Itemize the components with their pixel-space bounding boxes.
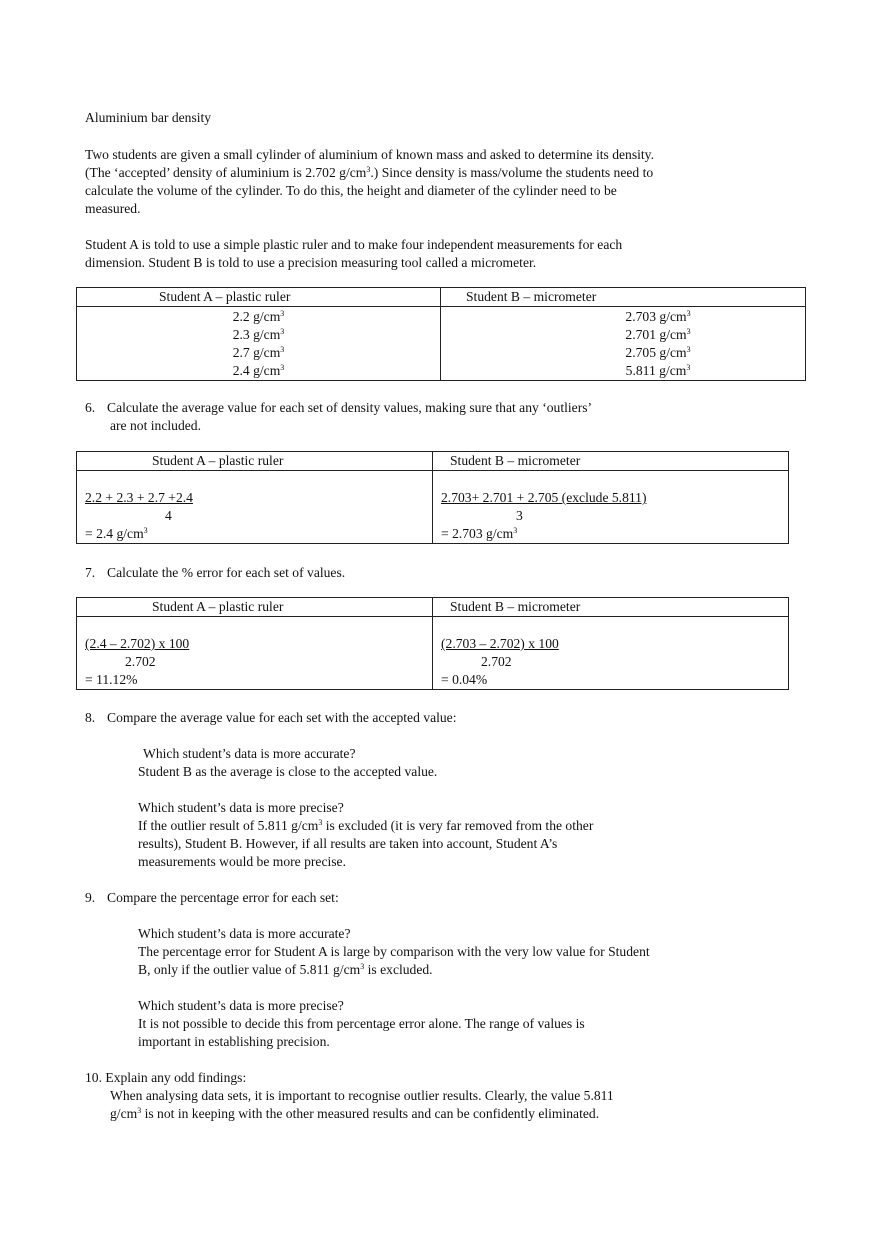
value-cell: 2.3 $g/cm^3$ — [232, 327, 285, 342]
average-table — [76, 451, 789, 544]
table1-header-a: Student A – plastic ruler — [77, 288, 441, 307]
q8-bullet-1: Which student’s data is more accurate? Student B as the average is close to the accepted value. — [138, 746, 438, 779]
question-8: 8. Compare the average value for each set with the accepted value: — [85, 710, 457, 725]
value-cell: 2.4 $g/cm^3$ — [232, 363, 285, 378]
value-cell: 2.703 $g/cm^3$ — [625, 309, 691, 324]
table2-header-a: Student A – plastic ruler — [77, 452, 433, 471]
q8-bullet-2: Which student’s data is more precise? If the outlier result of 5.811 $g/cm^3$ is excluded (it is very far removed from the other results), Student B. However, if all results are taken into account, Student A’s measurements would be more precise. — [138, 800, 594, 869]
table2-calc-a: 2.2 + 2.3 + 2.7 +2.4 4 = 2.4 $g/cm^3$ — [77, 471, 433, 544]
table1-values-b — [441, 307, 806, 381]
value-cell: 2.705 $g/cm^3$ — [625, 345, 691, 360]
question-6: 6. Calculate the average value for each set of density values, making sure that any ‘outliers’ are not included. — [85, 400, 593, 433]
value-cell: 2.701 $g/cm^3$ — [625, 327, 691, 342]
intro-paragraph-1: Two students are given a small cylinder of aluminium of known mass and asked to determine its density. (The ‘accepted’ density of aluminium is 2.702 $g/cm^3$.) Since density is mass/volume the students need to calculate the volume of the cylinder. To do this, the height and diameter of the cylinder need to be measured. — [85, 147, 654, 216]
table3-calc-a: (2.4 – 2.702) x 100 2.702 = 11.12% — [77, 617, 433, 690]
table1-header-b: Student B – micrometer — [441, 288, 806, 307]
table3-calc-b: (2.703 – 2.702) x 100 2.702 = 0.04% — [433, 617, 789, 690]
question-7: 7. Calculate the % error for each set of values. — [85, 565, 346, 580]
intro — [85, 146, 665, 272]
value-cell: 2.7 $g/cm^3$ — [232, 345, 285, 360]
question-10: 10. Explain any odd findings: When analysing data sets, it is important to recognise outlier results. Clearly, the value 5.811 $g/cm^3$ is not in keeping with the other measured results and can be confidently eliminated. — [85, 1070, 614, 1121]
table2-calc-b: 2.703+ 2.701 + 2.705 (exclude 5.811) 3 = 2.703 $g/cm^3$ — [433, 471, 789, 544]
intro-paragraph-2: Student A is told to use a simple plastic ruler and to make four independent measurements for each dimension. Student B is told to use a precision measuring tool called a micrometer. — [85, 237, 623, 270]
table1-values-a — [77, 307, 441, 381]
question-9: 9. Compare the percentage error for each set: — [85, 890, 339, 905]
q9-bullet-2: Which student’s data is more precise? It is not possible to decide this from percentage error alone. The range of values is important in establishing precision. — [138, 998, 585, 1049]
table3-header-b: Student B – micrometer — [433, 598, 789, 617]
percent-error-table — [76, 597, 789, 690]
document-title: Aluminium bar density — [85, 110, 212, 125]
measurements-table — [76, 287, 806, 381]
value-cell: 2.2 $g/cm^3$ — [232, 309, 285, 324]
table3-header-a: Student A – plastic ruler — [77, 598, 433, 617]
table2-header-b: Student B – micrometer — [433, 452, 789, 471]
value-cell: 5.811 $g/cm^3$ — [625, 363, 691, 378]
q9-bullet-1: Which student’s data is more accurate? The percentage error for Student A is large by comparison with the very low value for Student B, only if the outlier value of 5.811 $g/cm^3$ is excluded. — [138, 926, 650, 977]
